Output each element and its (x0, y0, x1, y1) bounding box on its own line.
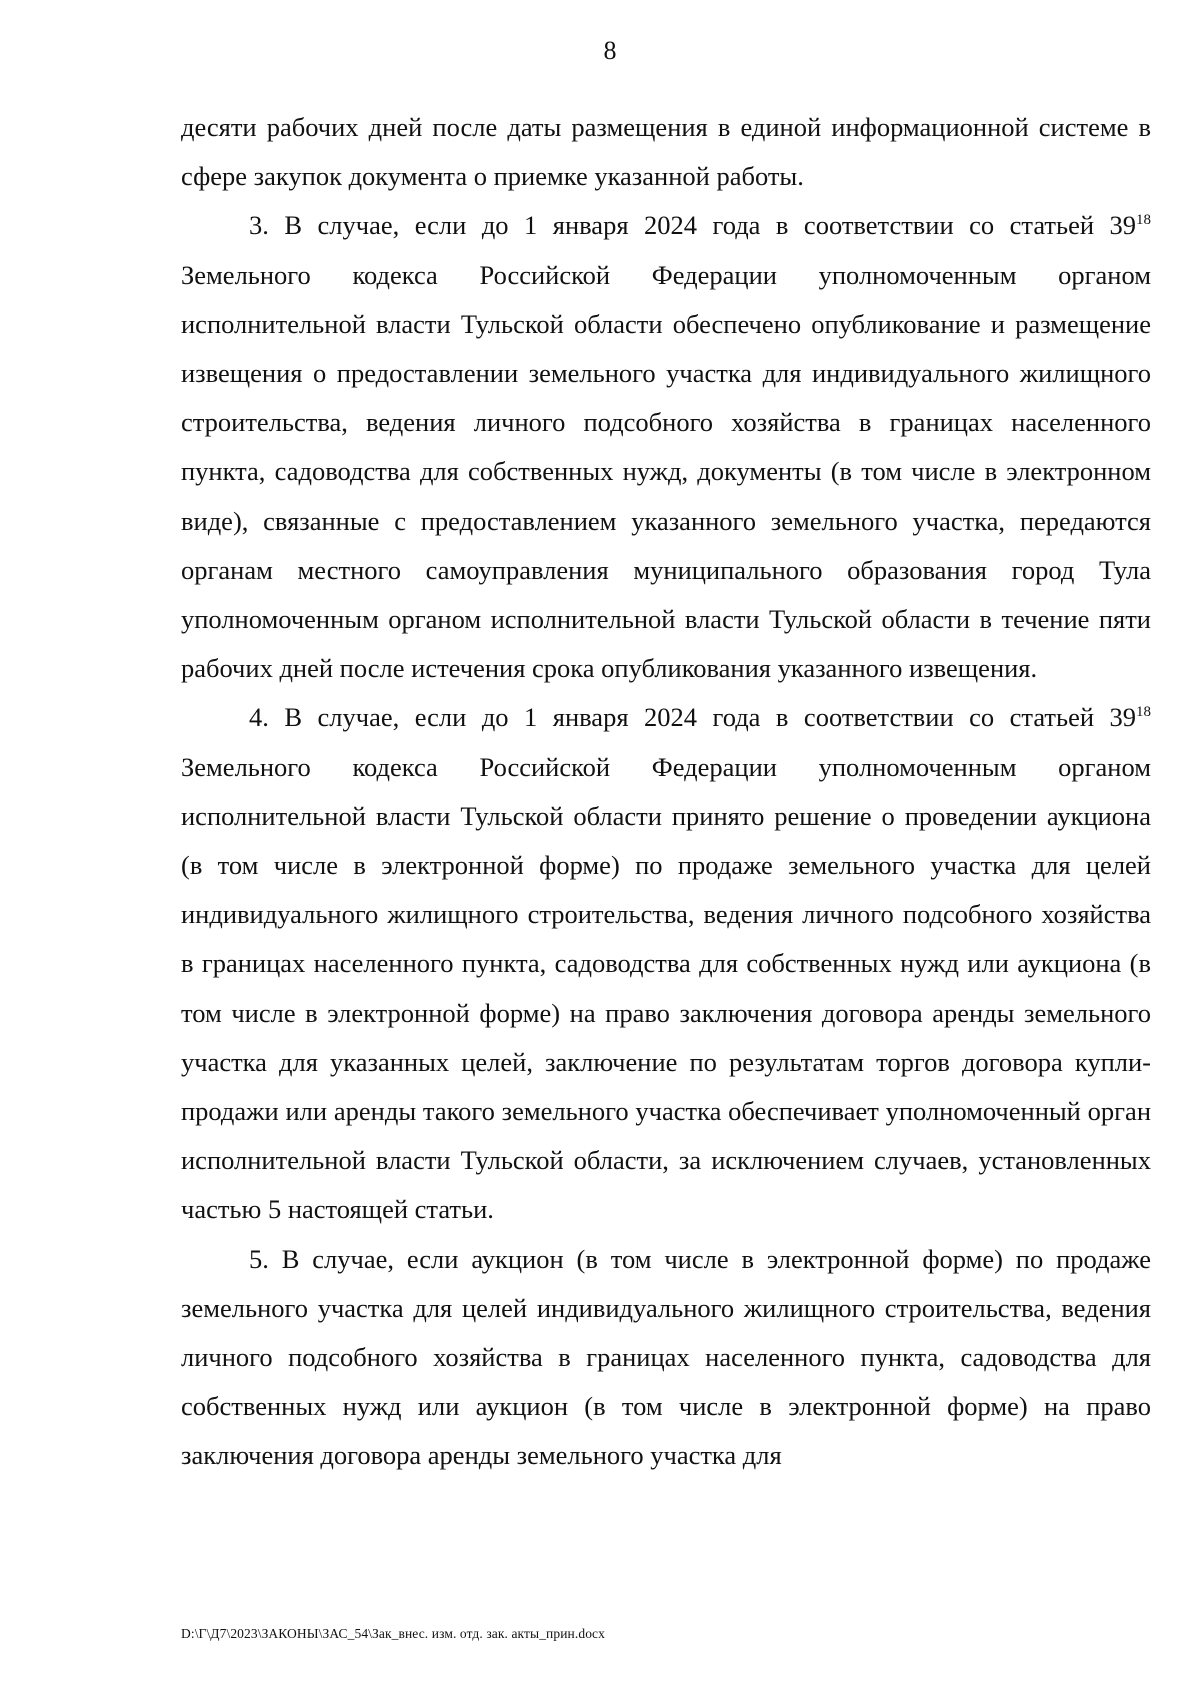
paragraph-4-lead: 4. В случае, если до 1 января 2024 года в соответствии со статьей 39 (249, 702, 1136, 733)
paragraph-continuation: десяти рабочих дней после даты размещения в единой информационной системе в сфере закупок документа о приемке указанной работы. (181, 112, 1151, 192)
paragraph-5: 5. В случае, если аукцион (в том числе в электронной форме) по продаже земельного участка для целей индивидуального жилищного строительства, ведения личного подсобного хозяйства в границах населенного пункта, садоводства для собственных нужд или аукцион (в том числе в электронной форме) на право заключения договора аренды земельного участка для (181, 1243, 1151, 1471)
page-number: 8 (603, 36, 617, 65)
paragraph-4 (181, 693, 1151, 1234)
paragraph-3 (181, 201, 1151, 693)
footer-file-path: D:\Г\Д7\2023\ЗАКОНЫ\ЗАС_54\Зак_внес. изм. отд. зак. акты_прин.docx (181, 1626, 605, 1641)
article-superscript: 18 (1136, 704, 1151, 721)
paragraph-3-rest: Земельного кодекса Российской Федерации уполномоченным органом исполнительной власти Тульской области обеспечено опубликование и размещение извещения о предоставлении земельного участка для индивидуального жилищного строительства, ведения личного подсобного хозяйства в границах населенного пункта, садоводства для собственных нужд, документы (в том числе в электронном виде), связанные с предоставлением указанного земельного участка, передаются органам местного самоуправления муниципального образования город Тула уполномоченным органом исполнительной власти Тульской области в течение пяти рабочих дней после истечения срока опубликования указанного извещения. (181, 259, 1151, 684)
paragraph-3-lead: 3. В случае, если до 1 января 2024 года в соответствии со статьей 39 (249, 210, 1136, 241)
document-body (181, 103, 1151, 1481)
paragraph-4-rest: Земельного кодекса Российской Федерации уполномоченным органом исполнительной власти Тульской области принято решение о проведении аукциона (в том числе в электронной форме) по продаже земельного участка для целей индивидуального жилищного строительства, ведения личного подсобного хозяйства в границах населенного пункта, садоводства для собственных нужд или аукциона (в том числе в электронной форме) на право заключения договора аренды земельного участка для указанных целей, заключение по результатам торгов договора купли-продажи или аренды такого земельного участка обеспечивает уполномоченный орган исполнительной власти Тульской области, за исключением случаев, установленных частью 5 настоящей статьи. (181, 751, 1151, 1225)
article-superscript: 18 (1136, 212, 1151, 229)
